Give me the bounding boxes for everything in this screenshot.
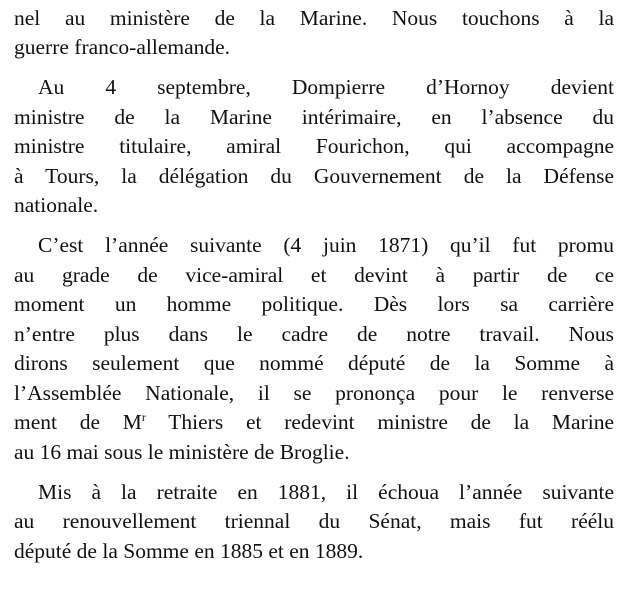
text-line: ministre de la Marine intérimaire, en l’absence du [14, 105, 614, 129]
text-line: nationale. [14, 193, 99, 217]
text-line: l’Assemblée Nationale, il se prononça pour le renverse [14, 381, 614, 405]
text-line: ministre titulaire, amiral Fourichon, qui accompagne [14, 134, 614, 158]
text-line: Au 4 septembre, Dompierre d’Hornoy devient [38, 75, 614, 99]
text-fragment: ment de M [14, 410, 142, 434]
text-line: guerre franco-allemande. [14, 35, 231, 59]
text-line: moment un homme politique. Dès lors sa carrière [14, 292, 614, 316]
text-line: au 16 mai sous le ministère de Broglie. [14, 440, 350, 464]
superscript: r [141, 410, 146, 424]
text-line: à Tours, la délégation du Gouvernement de la Défense [14, 164, 614, 188]
document-page [14, 0, 614, 592]
text-line: Mis à la retraite en 1881, il échoua l’année suivante [38, 480, 614, 504]
text-line: dirons seulement que nommé député de la Somme à [14, 351, 614, 375]
text-line [14, 409, 614, 435]
text-fragment: Thiers et redevint ministre de la Marine [145, 410, 614, 434]
text-line: au renouvellement triennal du Sénat, mais fut réélu [14, 509, 614, 533]
text-line: C’est l’année suivante (4 juin 1871) qu’il fut promu [38, 233, 614, 257]
text-line: député de la Somme en 1885 et en 1889. [14, 539, 364, 563]
text-line: n’entre plus dans le cadre de notre travail. Nous [14, 322, 614, 346]
text-line: au grade de vice-amiral et devint à partir de ce [14, 263, 614, 287]
text-line: nel au ministère de la Marine. Nous touchons à la [14, 6, 614, 30]
